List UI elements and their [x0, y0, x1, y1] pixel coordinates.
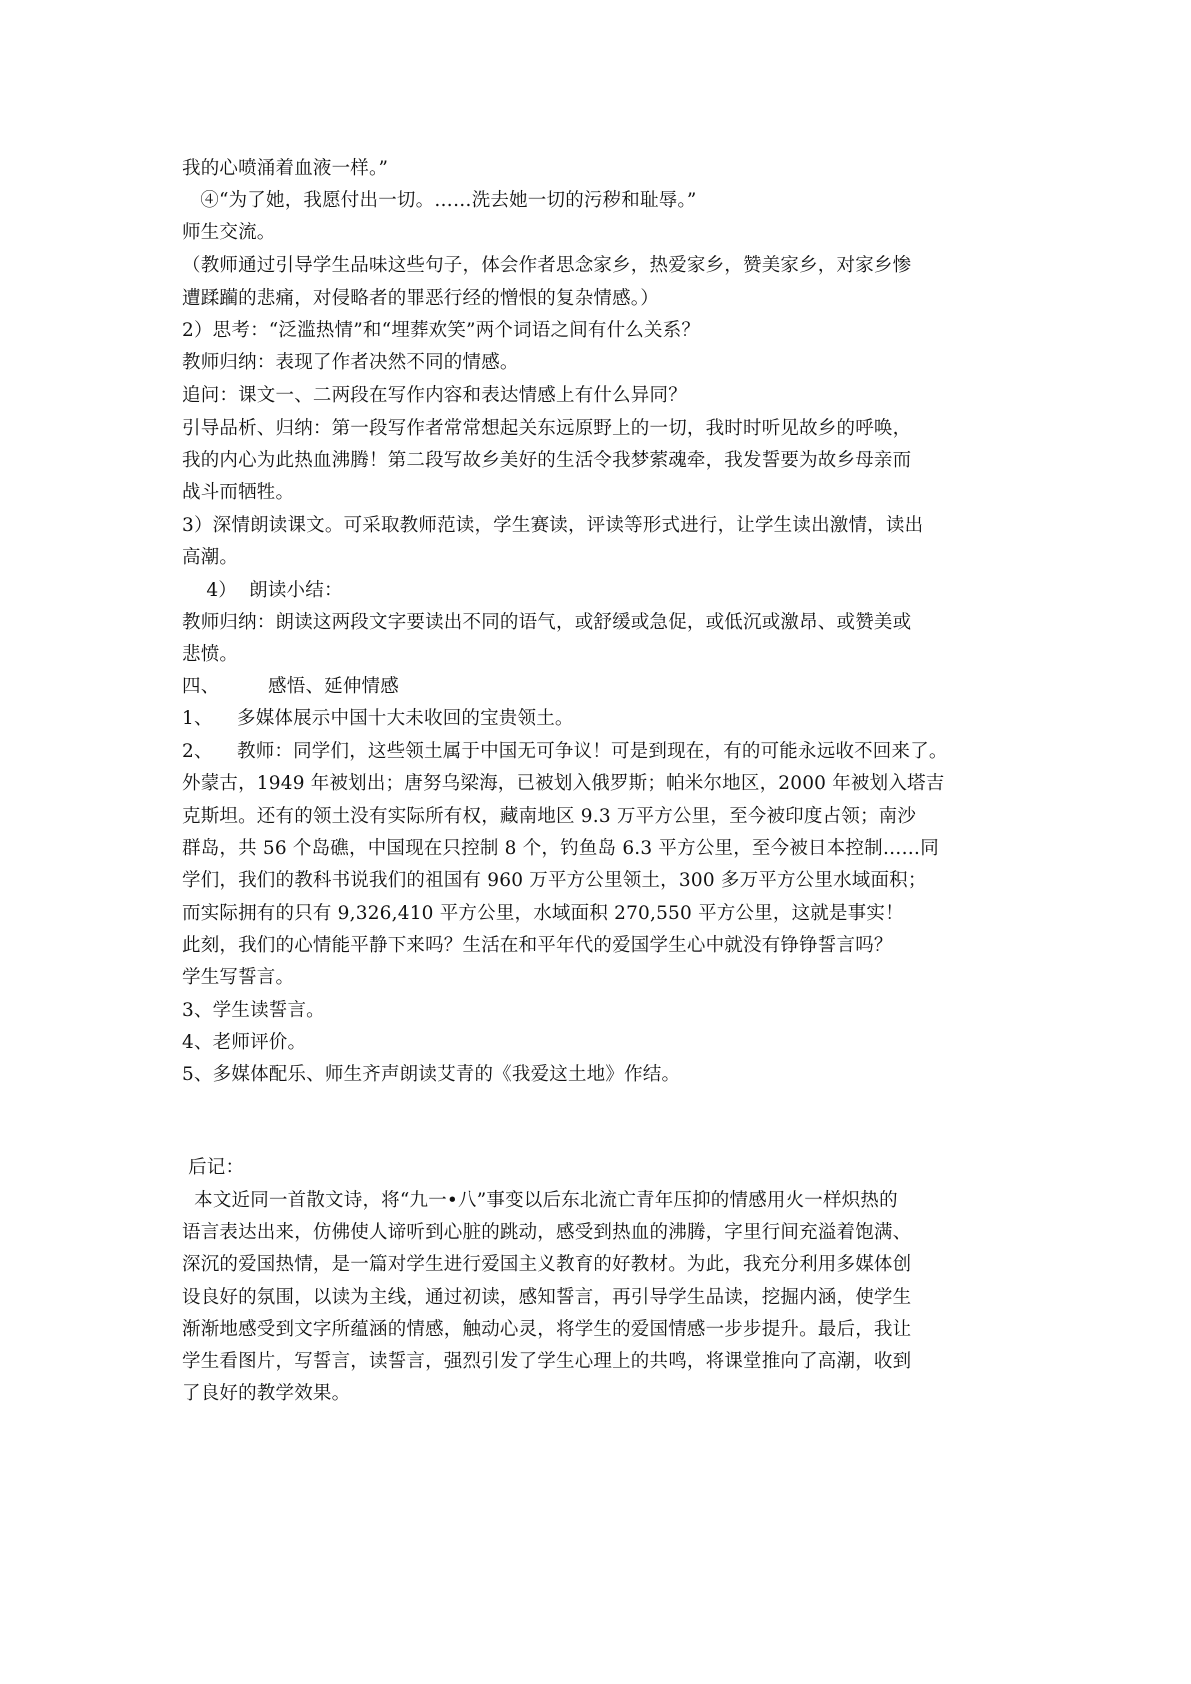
- text-line: ④“为了她，我愿付出一切。……洗去她一切的污秽和耻辱。”: [182, 190, 697, 211]
- text-line: 高潮。: [182, 547, 239, 568]
- text-line: 教师归纳：朗读这两段文字要读出不同的语气，或舒缓或急促，或低沉或激昂、或赞美或: [182, 612, 912, 633]
- text-line: 我的心喷涌着血液一样。”: [182, 158, 389, 179]
- text-line: 此刻，我们的心情能平静下来吗？生活在和平年代的爱国学生心中就没有铮铮誓言吗？: [182, 935, 893, 956]
- text-line: 3、学生读誓言。: [182, 1000, 325, 1021]
- text-line: 2、 教师：同学们，这些领土属于中国无可争议！可是到现在，有的可能永远收不回来了。: [182, 741, 948, 762]
- text-line: （教师通过引导学生品味这些句子，体会作者思念家乡，热爱家乡，赞美家乡，对家乡惨: [182, 255, 912, 276]
- afterword-line: 渐渐地感受到文字所蕴涵的情感，触动心灵，将学生的爱国情感一步步提升。最后，我让: [182, 1319, 912, 1340]
- text-line: 3）深情朗读课文。可采取教师范读，学生赛读，评读等形式进行，让学生读出激情，读出: [182, 515, 924, 536]
- afterword-line: 了良好的教学效果。: [182, 1383, 351, 1404]
- text-line: 外蒙古，1949 年被划出；唐努乌梁海，已被划入俄罗斯；帕米尔地区，2000 年被划入塔吉: [182, 773, 945, 794]
- text-line: 4、老师评价。: [182, 1032, 307, 1053]
- text-line: 我的内心为此热血沸腾！第二段写故乡美好的生活令我梦萦魂牵，我发誓要为故乡母亲而: [182, 450, 912, 471]
- text-line: 2）思考：“泛滥热情”和“埋葬欢笑”两个词语之间有什么关系？: [182, 320, 701, 341]
- text-line: 而实际拥有的只有 9,326,410 平方公里，水域面积 270,550 平方公里，这就是事实！: [182, 903, 904, 924]
- afterword-line: 语言表达出来，仿佛使人谛听到心脏的跳动，感受到热血的沸腾，字里行间充溢着饱满、: [182, 1222, 912, 1243]
- text-line: 教师归纳：表现了作者决然不同的情感。: [182, 352, 519, 373]
- afterword-line: 本文近同一首散文诗，将“九一•八”事变以后东北流亡青年压抑的情感用火一样炽热的: [182, 1190, 898, 1211]
- text-line: 遭蹂躏的悲痛，对侵略者的罪恶行经的憎恨的复杂情感。）: [182, 288, 659, 309]
- text-line: 引导品析、归纳：第一段写作者常常想起关东远原野上的一切，我时时听见故乡的呼唤，: [182, 418, 912, 439]
- section-heading: 四、 感悟、延伸情感: [182, 676, 399, 697]
- text-line: 5、多媒体配乐、师生齐声朗读艾青的《我爱这土地》作结。: [182, 1064, 681, 1085]
- text-line: 群岛，共 56 个岛礁，中国现在只控制 8 个，钓鱼岛 6.3 平方公里，至今被日本控制……同: [182, 838, 939, 859]
- text-line: 4） 朗读小结：: [182, 580, 343, 601]
- text-line: 战斗而牺牲。: [182, 482, 295, 503]
- text-line: 学生写誓言。: [182, 967, 295, 988]
- afterword-line: 学生看图片，写誓言，读誓言，强烈引发了学生心理上的共鸣，将课堂推向了高潮，收到: [182, 1351, 912, 1372]
- text-line: 悲愤。: [182, 644, 239, 665]
- text-line: 师生交流。: [182, 222, 276, 243]
- text-line: 学们，我们的教科书说我们的祖国有 960 万平方公里领土，300 多万平方公里水域面积；: [182, 870, 927, 891]
- text-line: 追问：课文一、二两段在写作内容和表达情感上有什么异同？: [182, 385, 687, 406]
- afterword-line: 设良好的氛围，以读为主线，通过初读，感知誓言，再引导学生品读，挖掘内涵，使学生: [182, 1287, 912, 1308]
- text-line: 1、 多媒体展示中国十大未收回的宝贵领土。: [182, 708, 574, 729]
- afterword-line: 深沉的爱国热情，是一篇对学生进行爱国主义教育的好教材。为此，我充分利用多媒体创: [182, 1254, 912, 1275]
- afterword-heading: 后记：: [182, 1157, 245, 1178]
- text-line: 克斯坦。还有的领土没有实际所有权，藏南地区 9.3 万平方公里，至今被印度占领；南沙: [182, 806, 917, 827]
